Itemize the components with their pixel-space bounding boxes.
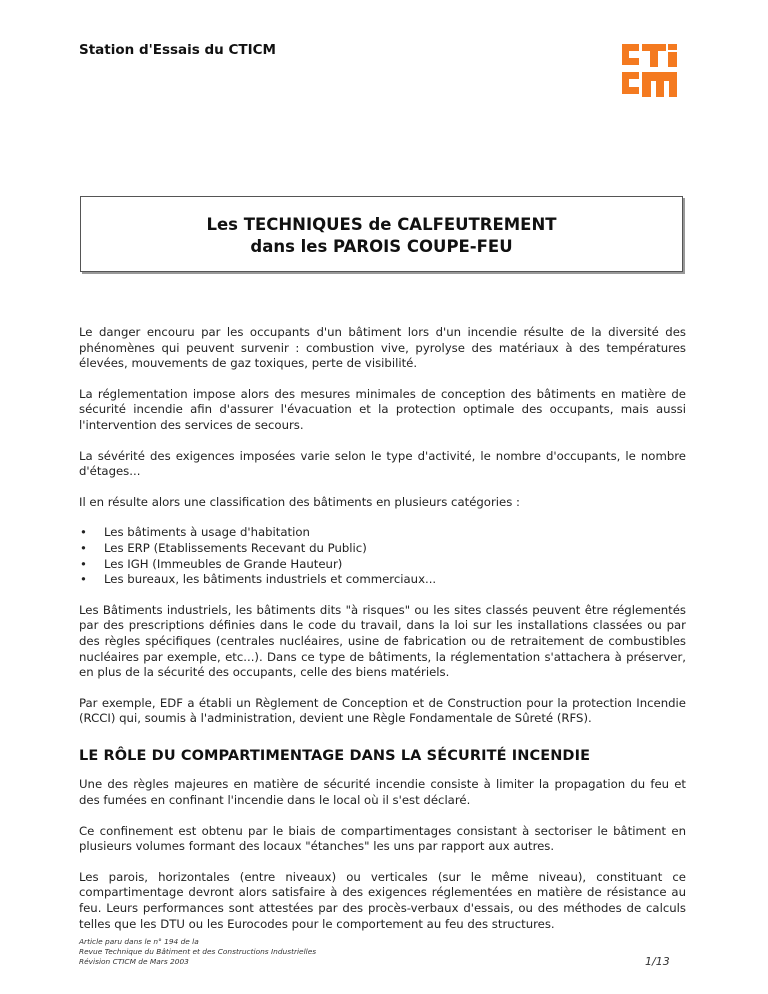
paragraph: Une des règles majeures en matière de sécurité incendie consiste à limiter la propagation du feu et des fumées en confinant l'incendie dans le local où il s'est déclaré. [79,777,686,808]
footer-line: Article paru dans le n° 194 de la [79,937,199,946]
paragraph: Par exemple, EDF a établi un Règlement de Conception et de Construction pour la protection Incendie (RCCI) qui, soumis à l'administration, devient une Règle Fondamentale de Sûreté (RFS). [79,695,686,726]
footer-citation [79,937,316,967]
list-item: • Les ERP (Etablissements Recevant du Public) [104,541,686,557]
list-item: • Les IGH (Immeubles de Grande Hauteur) [104,557,686,573]
list-item: • Les bureaux, les bâtiments industriels et commerciaux... [104,572,686,588]
section-heading: LE RÔLE DU COMPARTIMENTAGE DANS LA SÉCURITÉ INCENDIE [79,747,591,764]
paragraph: Les Bâtiments industriels, les bâtiments dits "à risques" ou les sites classés peuvent être réglementés par des prescriptions définies dans le code du travail, dans la loi sur les installations classées ou par des règles spécifiques (centrales nucléaires, usine de fabrication ou de retraitement de combustibles nucléaires par exemple, etc...). Dans ce type de bâtiments, la réglementation s'attachera à préserver, en plus de la sécurité des occupants, celle des biens matériels. [79,602,686,680]
footer-line: Révision CTICM de Mars 2003 [79,957,189,966]
paragraph: La réglementation impose alors des mesures minimales de conception des bâtiments en matière de sécurité incendie afin d'assurer l'évacuation et la protection optimale des occupants, mais aussi l'intervention des services de secours. [79,386,686,432]
paragraph: Les parois, horizontales (entre niveaux) ou verticales (sur le même niveau), constituant ce compartimentage devront alors satisfaire à des exigences réglementées en matière de résistance au feu. Leurs performances sont attestées par des procès-verbaux d'essais, ou des méthodes de calculs telles que les DTU ou les Eurocodes pour le comportement au feu des structures. [79,869,686,931]
organization-name: Station d'Essais du CTICM [79,42,276,58]
page-number: 1/13 [645,955,670,968]
paragraph: Il en résulte alors une classification des bâtiments en plusieurs catégories : [79,494,520,509]
cticm-logo [620,42,686,99]
document-body [79,325,686,947]
building-category-list [79,525,686,587]
title-line-2: dans les PAROIS COUPE-FEU [250,237,513,256]
paragraph: Ce confinement est obtenu par le biais de compartimentages consistant à sectoriser le bâtiment en plusieurs volumes formant des locaux "étanches" les uns par rapport aux autres. [79,823,686,854]
title-line-1: Les TECHNIQUES de CALFEUTREMENT [206,215,557,234]
paragraph: Le danger encouru par les occupants d'un bâtiment lors d'un incendie résulte de la diversité des phénomènes qui peuvent survenir : combustion vive, pyrolyse des matériaux à des températures élevées, mouvements de gaz toxiques, perte de visibilité. [79,325,686,371]
list-item: • Les bâtiments à usage d'habitation [104,525,686,541]
paragraph: La sévérité des exigences imposées varie selon le type d'activité, le nombre d'occupants, le nombre d'étages... [79,448,686,479]
footer-line: Revue Technique du Bâtiment et des Constructions Industrielles [79,947,317,956]
document-title-box [80,196,683,272]
